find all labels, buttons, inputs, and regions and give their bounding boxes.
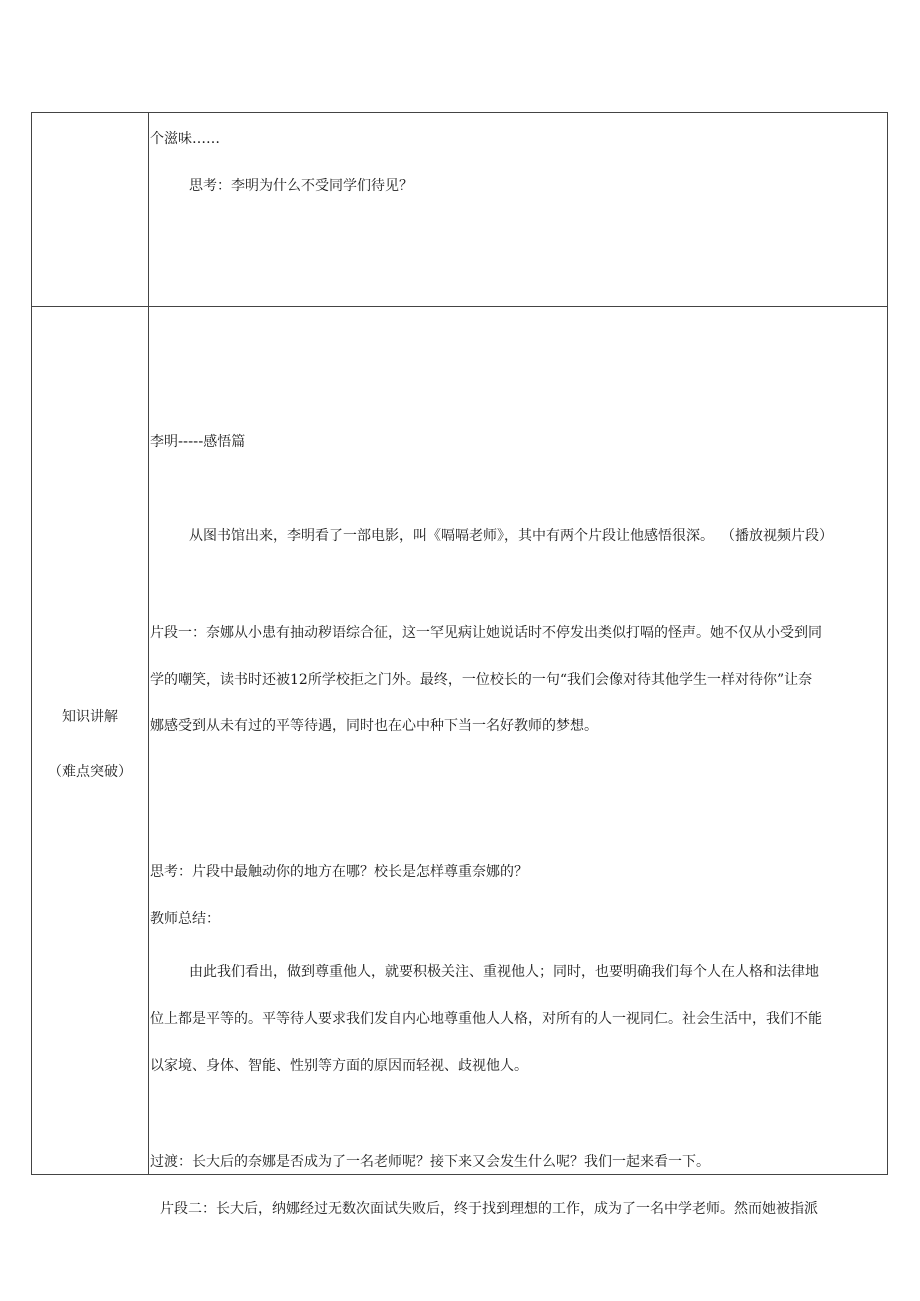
intro-body: 从图书馆出来，李明看了一部电影，叫《嗝嗝老师》，其中有两个片段让他感悟很深。 [189, 528, 714, 544]
section-label-sub: （难点突破） [48, 764, 132, 780]
summary-line2: 位上都是平等的。平等待人要求我们发自内心地尊重他人人格，对所有的人一视同仁。社会生活中，我们不能 [150, 1011, 822, 1027]
row-divider [31, 306, 888, 307]
row1-line1: 个滋味…… [150, 131, 220, 147]
intro-note: （播放视频片段） [728, 528, 833, 544]
row1-think: 思考：李明为什么不受同学们待见？ [189, 178, 413, 194]
clip2-text: 片段二：长大后，纳娜经过无数次面试失败后，终于找到理想的工作，成为了一名中学老师。然而她被指派 [160, 1201, 818, 1217]
clip1-line1: 片段一：奈娜从小患有抽动秽语综合征，这一罕见病让她说话时不停发出类似打嗝的怪声。她不仅从小受到同 [150, 625, 822, 641]
think-question: 思考：片段中最触动你的地方在哪？校长是怎样尊重奈娜的？ [150, 864, 528, 880]
summary-line3: 以家境、身体、智能、性别等方面的原因而轻视、歧视他人。 [150, 1058, 528, 1074]
clip1-line3: 娜感受到从未有过的平等待遇，同时也在心中种下当一名好教师的梦想。 [150, 718, 598, 734]
section-heading: 李明-----感悟篇 [150, 434, 246, 450]
intro-text [189, 527, 833, 545]
clip1-line2: 学的嘲笑，读书时还被12所学校拒之门外。最终，一位校长的一句“我们会像对待其他学生一样对待你”让奈 [150, 672, 813, 688]
summary-line1: 由此我们看出，做到尊重他人，就要积极关注、重视他人；同时，也要明确我们每个人在人格和法律地 [189, 964, 819, 980]
column-divider [148, 112, 149, 1175]
transition-text: 过渡：长大后的奈娜是否成为了一名老师呢？接下来又会发生什么呢？我们一起来看一下。 [150, 1154, 710, 1170]
summary-title: 教师总结： [150, 911, 220, 927]
section-label: 知识讲解 [62, 709, 118, 725]
